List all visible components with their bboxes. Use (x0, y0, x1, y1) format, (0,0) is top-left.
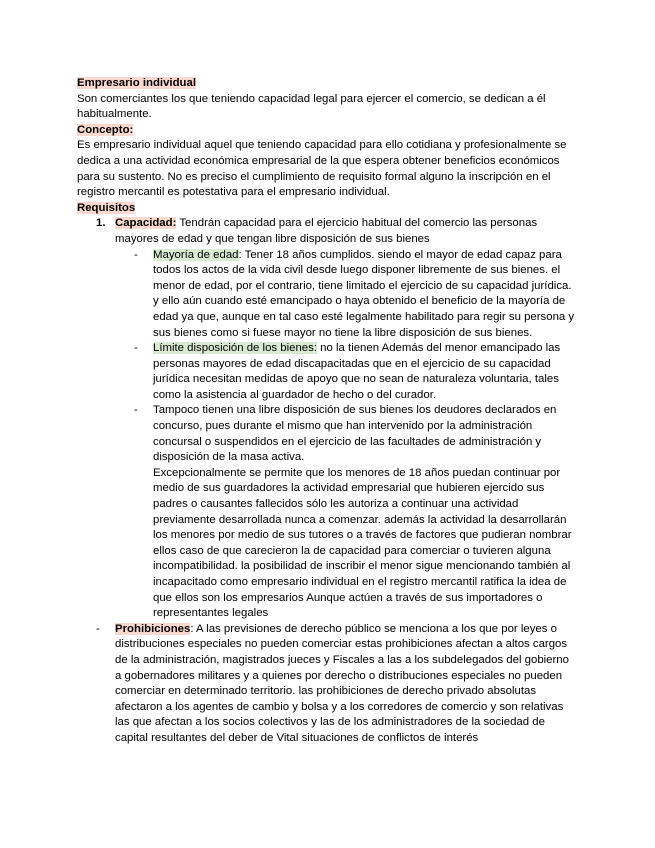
tampoco-text: Tampoco tienen una libre disposición de sus bienes los deudores declarados en concurso, pues durante el mismo que han intervenido por la administración concursal o suspendidos en el ejercicio de las facultades de administración y disposición de la masa activa. (153, 404, 557, 464)
list-dash: - (96, 622, 100, 635)
intro-paragraph: Son comerciantes los que teniendo capacidad legal para ejercer el comercio, se dedican a él habitualmente. (77, 92, 546, 121)
list-item (77, 403, 577, 621)
list-dash: - (134, 342, 138, 355)
requisite-capacidad (77, 216, 577, 247)
heading-empresario-individual: Empresario individual (77, 77, 197, 89)
prohibiciones-title: Prohibiciones (115, 622, 191, 635)
list-dash: - (134, 248, 138, 261)
prohibiciones-text: : A las previsiones de derecho público se menciona a los que por leyes o distribuciones especiales no pueden comerciar estas prohibiciones afectan a altos cargos de la administración, magistrados jueces y Fiscales a las a los subdelegados del gobierno a gobernadores militares y a quienes por derecho o distribuciones especiales no pueden comerciar en determinado territorio. las prohibiciones de derecho privado absolutas afectaron a los agentes de cambio y bolsa y a los corredores de comercio y son relativas las que afectan a los socios colectivos y las de los administradores de la sociedad de capital resultantes del deber de Vital situaciones de conflictos de interés (115, 622, 569, 744)
heading-concepto: Concepto: (77, 123, 134, 136)
list-dash: - (134, 404, 138, 417)
list-item (77, 341, 577, 403)
mayoria-term: Mayoría de edad (153, 248, 239, 261)
document-page (77, 76, 577, 747)
list-item (77, 248, 577, 342)
capacidad-text: Tendrán capacidad para el ejercicio habitual del comercio las personas mayores de edad y que tengan libre disposición de sus bienes (115, 217, 538, 245)
limite-text: no la tienen Además del menor emancipado las personas mayores de edad discapacitadas que en el ejercicio de su capacidad jurídica necesitan medidas de apoyo que no sean de naturaleza voluntaria, tales como la asistencia al guardador de hecho o del curador. (153, 342, 561, 401)
limite-term: Límite disposición de los bienes: (153, 342, 317, 355)
prohibiciones-item (77, 622, 577, 747)
excepcionalmente-text: Excepcionalmente se permite que los menores de 18 años puedan continuar por medio de sus guardadores la actividad empresarial que hubieren ejercido sus padres o causantes fallecidos sólo les autoriza a continuar una actividad previamente desarrollada nunca a comenzar. además la actividad la desarrollarán los menores por medio de sus tutores o a través de factores que pudieran nombrar ellos caso de que carecieron la de capacidad para comerciar o tuvieren alguna incompatibilidad. la posibilidad de inscribir el menor sigue mencionando también al incapacitado como empresario individual en el registro mercantil ratifica la idea de que ellos son los empresarios Aunque actúen a través de sus importadores o representantes legales (153, 466, 572, 620)
capacidad-title: Capacidad: (115, 217, 177, 230)
capacidad-sublist (77, 248, 577, 622)
concept-paragraph: Es empresario individual aquel que teniendo capacidad para ello cotidiana y profesionalmente se dedica a una actividad económica empresarial de la que espera obtener beneficios económicos para su sustento. No es preciso el cumplimiento de requisito formal alguno la inscripción en el registro mercantil es potestativa para el empresario individual. (77, 139, 567, 199)
list-number: 1. (96, 217, 106, 230)
mayoria-text: : Tener 18 años cumplidos. siendo el mayor de edad capaz para todos los actos de la vida civil desde luego disponer libremente de sus bienes. el menor de edad, por el contrario, tiene limitado el ejercicio de su capacidad jurídica. y ello aún cuando esté emancipado o haya obtenido el beneficio de la mayoría de edad ya que, aunque en tal caso esté legalmente habilitado para regir su persona y sus bienes como si fuese mayor no tiene la libre disposición de sus bienes. (153, 248, 575, 339)
heading-requisitos: Requisitos (77, 201, 136, 214)
